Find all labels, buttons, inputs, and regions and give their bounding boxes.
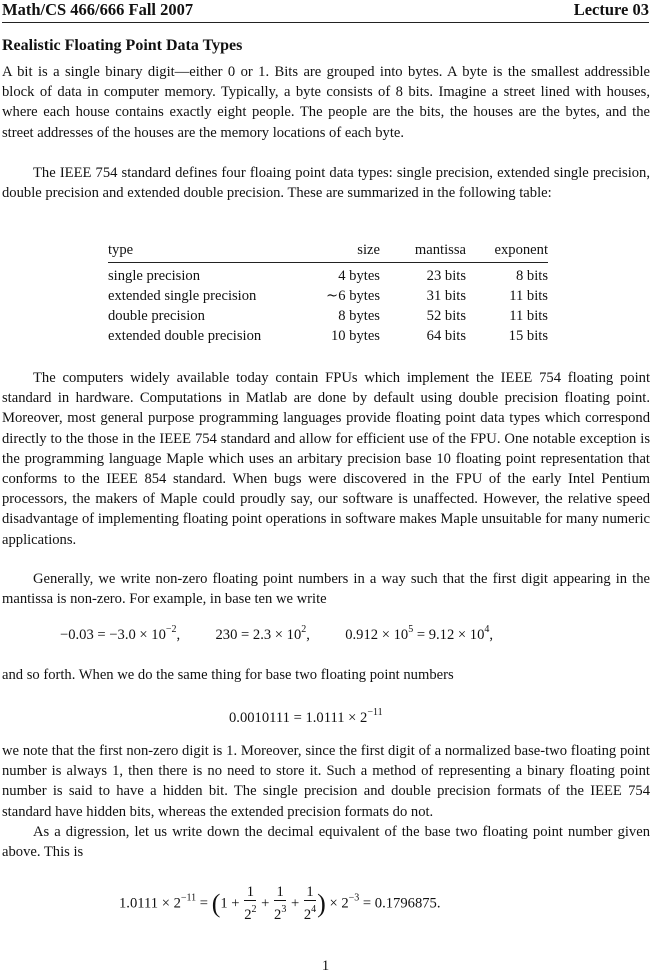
table-cell: 8 bytes [338,308,380,325]
paragraph-normalized: Generally, we write non-zero floating point numbers in a way such that the first digit appearing in the mantissa is non-zero. For example, in base ten we write [2,571,650,608]
table-cell: 23 bits [426,267,466,284]
table-header-cell: type [108,241,134,258]
denominator-exponent: 3 [281,904,287,915]
equation-exponent: 5 [408,624,414,635]
table-cell: ∼6 bytes [326,288,380,305]
table-row [108,263,548,287]
table-cell: double precision [108,308,205,325]
equation-term: = [196,895,212,912]
table-header-cell: exponent [494,241,548,258]
equation-exponent: −11 [180,892,197,904]
course-title: Math/CS 466/666 Fall 2007 [2,0,194,19]
table-cell: 15 bits [508,328,548,345]
equation-exponent: −11 [367,707,383,718]
table-cell: 11 bits [509,287,548,304]
fraction-denominator [304,901,316,924]
paragraph-bits-bytes: A bit is a single binary digit—either 0 or 1. Bits are grouped into bytes. A byte is the smallest addressible block of data in computer memory. Typically, a byte consists of 8 bits. Imagine a street lined with houses, where each house contains exactly eight people. The people are the bits, the houses are the bytes, and the street addresses of the houses are the memory locations of each byte. [2,64,650,141]
table-cell: 11 bits [509,308,548,325]
denominator-base: 2 [303,907,312,923]
paragraph-base-two: and so forth. When we do the same thing for base two floating point numbers [2,667,454,683]
table-cell: 4 bytes [338,267,380,284]
left-paren: ( [211,889,221,918]
table-cell: extended double precision [108,328,262,345]
equation-term: 0.0010111 = 1.0111 × 2 [229,710,368,726]
table-cell: 10 bytes [330,328,380,345]
fraction [244,884,256,924]
table-header-cell: mantissa [414,241,466,258]
equation-term: = 9.12 × 10 [413,627,485,643]
fraction-numerator: 1 [304,884,316,901]
denominator-base: 2 [274,907,282,923]
lecture-number: Lecture 03 [573,0,649,19]
equation-term: 0.912 × 10 [345,627,409,643]
header-rule [2,22,649,23]
fraction-denominator [244,901,256,924]
denominator-exponent: 2 [251,904,257,915]
right-paren: ) [317,889,326,918]
page-number: 1 [321,958,330,974]
table-cell: 8 bits [515,267,548,284]
equation-exponent: 2 [301,624,307,635]
table-header-cell: size [357,241,380,258]
fraction-numerator: 1 [244,884,256,901]
table-cell: extended single precision [108,287,257,304]
table-cell: 64 bits [426,328,466,345]
fraction-numerator: 1 [274,884,286,901]
equation-term: 230 = 2.3 × 10 [215,627,302,643]
equation-exponent: 4 [484,624,490,635]
page-header [2,0,649,22]
paragraph-fpu: The computers widely available today contain FPUs which implement the IEEE 754 floating point standard in hardware. Computations in Matlab are done by default using double precision floating point. Moreover, most general purpose programming languages provide floating point data types which correspond directly to the those in the IEEE 754 standard and allow for efficient use of the FPU. One notable exception is the programming language Maple which uses an arbitary precision base 10 floating point representation that conforms to the IEEE 854 standard. When bugs were discovered in the FPU of the early Intel Pentium processors, the makers of Maple could proudly say, our software is unaffected. However, the relative speed disadvantage of implementing floating point operations in software makes Maple unsuitable for many numeric applications. [2,370,650,548]
equation-result: = 0.1796875. [359,895,441,912]
table-row [108,327,548,347]
paragraph-ieee-types: The IEEE 754 standard defines four floaing point data types: single precision, extended single precision, double precision and extended double precision. These are summarized in the following table: [2,165,650,202]
table-row [108,286,548,306]
table-cell: 31 bits [426,287,466,304]
equation-term: 1.0111 × 2 [119,895,181,912]
denominator-exponent: 4 [311,904,317,915]
table-cell: single precision [108,267,201,284]
equation-term: 1 + [220,895,244,912]
paragraph-hidden-bit: we note that the first non-zero digit is 1. Moreover, since the first digit of a normalized base-two floating point number is always 1, then there is no need to store it. Such a method of representing a binary floating point number is said to have a hidden bit. The single precision and double precision formats of the IEEE 754 standard have hidden bits, whereas the extended precision formats do not. [2,743,650,820]
denominator-base: 2 [244,907,252,923]
table-cell: 52 bits [426,308,466,325]
data-types-table [108,240,548,347]
fraction [304,884,316,924]
equation-term: −0.03 = −3.0 × 10 [60,627,166,643]
equation-exponent: −3 [348,892,360,904]
equation-base-ten-examples: $-0.03 = -3.0 \times 10^{-2}$, $230 = 2.3 \times 10^2$, $0.912 \times 10^5 = 9.12 \times 10^4$, [60,624,494,643]
table-row [108,307,548,327]
table-header-row [108,240,548,263]
fraction [274,884,286,924]
fraction-denominator [274,901,286,924]
equation-term: × 2 [325,895,349,912]
equation-exponent: −2 [165,624,177,635]
equation-decimal-equivalent: $1.0111 \times 2^{-11} = (1$ + $\frac{1}{2^2}$ + $\frac{1}{2^3}$ + $\frac{1}{2^4}$ ) × $2^{-3} = 0.1796875$. [119,884,441,923]
equation-base-two [229,707,383,727]
section-title: Realistic Floating Point Data Types [2,37,243,54]
paragraph-digression: As a digression, let us write down the decimal equivalent of the base two floating point number given above. This is [2,824,650,861]
